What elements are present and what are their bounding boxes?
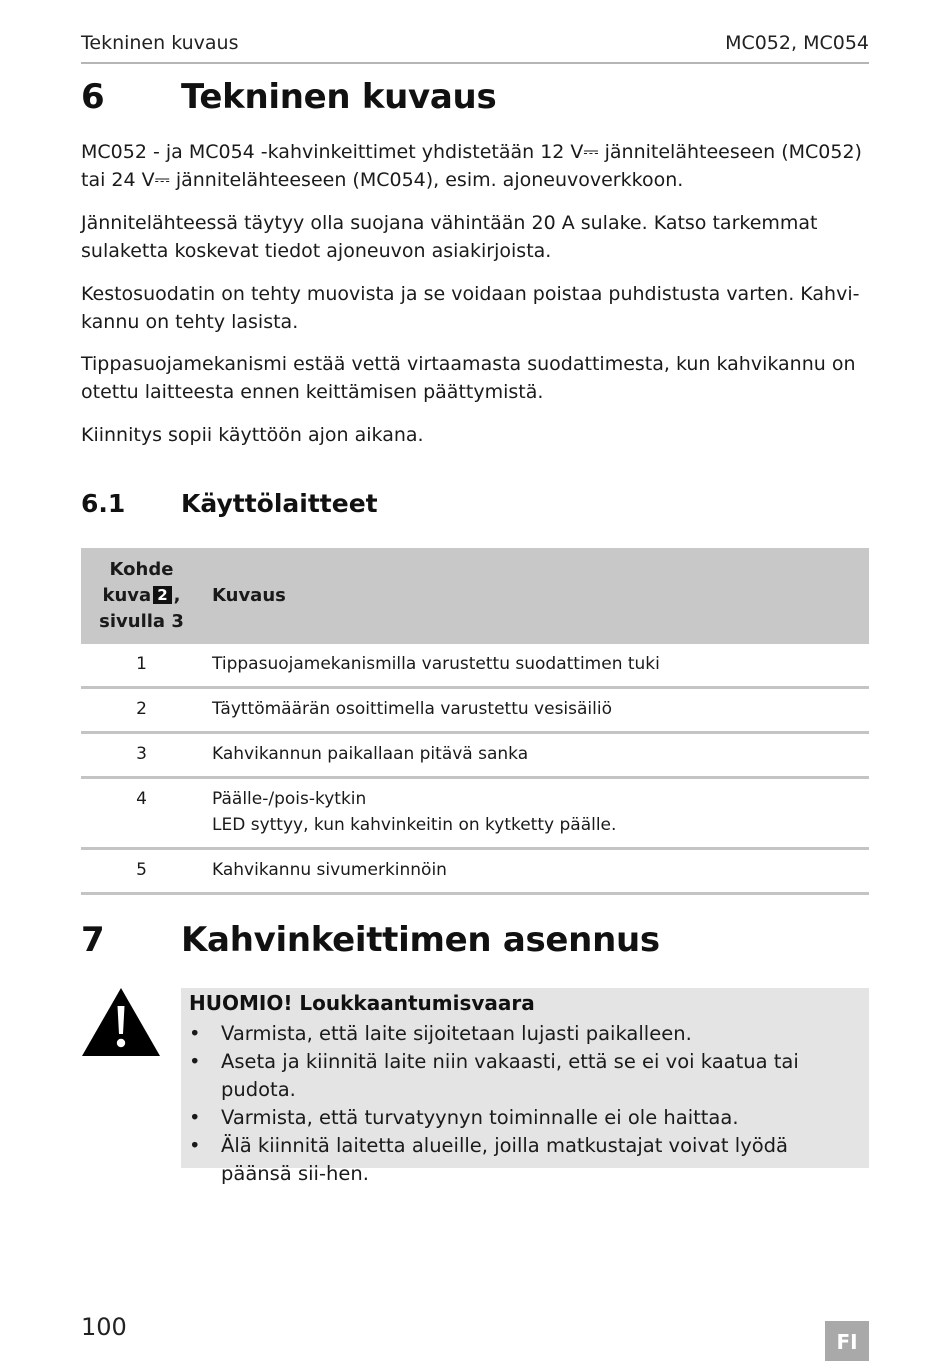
warning-item: • Aseta ja kiinnitä laite niin vakaasti, että se ei voi kaatua tai pudota. <box>189 1048 859 1104</box>
warning-triangle-icon <box>80 986 162 1058</box>
table-cell-description: Kahvikannun paikallaan pitävä sanka <box>202 733 869 778</box>
paragraph-voltage: MC052 - ja MC054 -kahvinkeittimet yhdistetään 12 V⎓ jännitelähteeseen (MC052) tai 24 V⎓ jännitelähteeseen (MC054), esim. ajoneuvoverkkoon. <box>81 141 862 191</box>
section-7-number: 7 <box>81 920 105 960</box>
language-badge: FI <box>825 1321 869 1361</box>
table-cell-number: 4 <box>81 778 202 849</box>
description-line: Päälle-/pois-kytkin <box>212 789 367 809</box>
table-cell-number: 2 <box>81 688 202 733</box>
paragraph-mounting: Kiinnitys sopii käyttöön ajon aikana. <box>81 424 424 446</box>
table-cell-description: Tippasuojamekanismilla varustettu suodattimen tuki <box>202 644 869 688</box>
table-row <box>81 644 869 688</box>
figure-reference-badge: 2 <box>153 586 171 604</box>
table-row <box>81 733 869 778</box>
section-7-title: Kahvinkeittimen asennus <box>181 920 660 960</box>
table-header-row <box>81 548 869 644</box>
warning-item: • Älä kiinnitä laitetta alueille, joilla matkustajat voivat lyödä päänsä sii-hen. <box>189 1132 859 1188</box>
header-item-comma: , <box>173 585 181 606</box>
header-model-numbers: MC052, MC054 <box>725 32 869 54</box>
table-cell-description: Kahvikannu sivumerkinnöin <box>202 849 869 894</box>
section-6-title: Tekninen kuvaus <box>181 77 497 117</box>
table-cell-number: 5 <box>81 849 202 894</box>
warning-list <box>189 1020 859 1188</box>
table-cell-description: Täyttömäärän osoittimella varustettu vesisäiliö <box>202 688 869 733</box>
warning-item: • Varmista, että laite sijoitetaan lujasti paikalleen. <box>189 1020 859 1048</box>
warning-box <box>181 988 869 1185</box>
header-item-line1: Kohde <box>109 559 174 580</box>
controls-table <box>81 548 869 895</box>
table-cell-description <box>202 778 869 849</box>
column-header-item <box>81 548 202 644</box>
header-item-line3: sivulla 3 <box>99 611 184 632</box>
table-row <box>81 688 869 733</box>
header-section-title: Tekninen kuvaus <box>81 32 239 54</box>
running-header <box>81 30 869 64</box>
header-item-line2: kuva <box>102 585 152 606</box>
description-line-secondary: LED syttyy, kun kahvinkeitin on kytketty päälle. <box>212 815 617 835</box>
paragraph-drip-stop: Tippasuojamekanismi estää vettä virtaamasta suodattimesta, kun kahvikannu on otettu laitteesta ennen keittämisen päättymistä. <box>81 353 856 403</box>
section-6-number: 6 <box>81 77 105 117</box>
table-cell-number: 3 <box>81 733 202 778</box>
warning-title: HUOMIO! Loukkaantumisvaara <box>189 991 535 1015</box>
section-6-1-number: 6.1 <box>81 489 126 518</box>
table-row <box>81 849 869 894</box>
table-cell-number: 1 <box>81 644 202 688</box>
paragraph-filter: Kestosuodatin on tehty muovista ja se voidaan poistaa puhdistusta varten. Kahvi-kannu on tehty lasista. <box>81 283 860 333</box>
paragraph-fuse: Jännitelähteessä täytyy olla suojana vähintään 20 A sulake. Katso tarkemmat sulaketta koskevat tiedot ajoneuvon asiakirjoista. <box>81 212 818 262</box>
page-number: 100 <box>81 1313 127 1341</box>
section-6-1-title: Käyttölaitteet <box>181 489 378 518</box>
warning-item: • Varmista, että turvatyynyn toiminnalle ei ole haittaa. <box>189 1104 859 1132</box>
column-header-description: Kuvaus <box>202 548 869 644</box>
table-row <box>81 778 869 849</box>
